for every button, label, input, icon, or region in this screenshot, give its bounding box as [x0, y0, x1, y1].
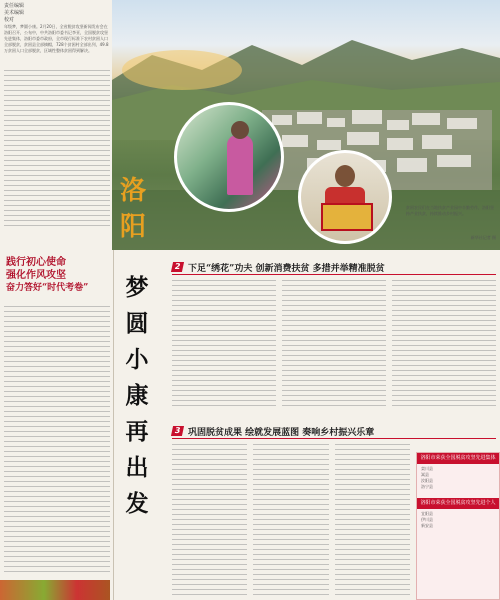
section-3-col-1: [172, 444, 247, 596]
award-certificate: [321, 203, 373, 231]
sidebar-item: 新安县: [421, 523, 433, 528]
sidebar-list-1: [417, 464, 499, 492]
sidebar-item: 洛宁县: [421, 484, 433, 489]
subheadline-3: 奋力答好“时代考卷”: [6, 283, 89, 293]
masthead-line-1: 责任编辑: [4, 3, 25, 9]
section-3-number: 3: [171, 426, 184, 436]
photo-caption: [406, 205, 496, 241]
sidebar-box-2: 洛阳市荣获全国脱贫攻坚先进个人: [417, 498, 499, 509]
headline-char-6: 出: [125, 454, 149, 481]
headline-char-5: 再: [125, 418, 149, 445]
sidebar-box-1: 洛阳市荣获全国脱贫攻坚先进集体: [417, 453, 499, 464]
inset-photo-certificate: [298, 150, 392, 244]
worker-head: [231, 121, 249, 139]
person-head: [335, 165, 355, 187]
masthead-line-3: 校对: [4, 17, 15, 23]
inset-photo-workshop: [174, 102, 284, 212]
vertical-headline: [120, 270, 154, 522]
section-3-header: [172, 424, 496, 439]
section-2-title: 下足“绣花”功夫 创新消费扶贫 多措并举精准脱贫: [188, 263, 385, 274]
section-2-col-1: [172, 280, 276, 410]
section-3-body: [172, 444, 410, 596]
headline-char-7: 发: [125, 490, 149, 517]
sidebar-item: 伊川县: [421, 517, 433, 522]
section-2-col-2: [282, 280, 386, 410]
headline-char-1: 梦: [125, 274, 149, 301]
left-article-text: 年级梦，梦圆小康。2月20日，全省脱贫攻坚新闻发布会在洛阳召开，公布中，中共洛阳市委书记李亚，全国脱贫攻坚先进集体，洛阳市委市政府，全市现行标准下农村贫困人口全部脱贫，贫困县全部摘帽，728个贫困村全部出列，49.8万贫困人口全部脱贫，区域性整体贫困得到解决。: [4, 24, 109, 53]
worker-figure: [227, 135, 253, 195]
headline-char-2: 圆: [125, 310, 149, 337]
sidebar-list-2: [417, 509, 499, 531]
section-2-header: [172, 260, 496, 275]
masthead-line-2: 美术编辑: [4, 10, 25, 16]
photo-caption-text: 贫困农民们在当地扶贫产业园中辛勤劳作，洛阳坚持产业扶贫，持续推动乡村振兴。: [406, 205, 494, 216]
left-article-bottom-lines: [4, 306, 110, 576]
section-2-number: 2: [171, 262, 184, 272]
subheadline-1: 践行初心使命: [6, 257, 66, 268]
section-3-col-2: [253, 444, 328, 596]
subheadline-2: 强化作风攻坚: [6, 270, 66, 281]
city-name-char-2: 阳: [120, 212, 147, 242]
sidebar-item: 嵩县: [421, 472, 429, 477]
left-subheadline: [6, 256, 110, 295]
masthead: [4, 2, 114, 22]
section-2-col-3: [392, 280, 496, 410]
left-article-top: [4, 24, 110, 234]
headline-char-4: 康: [125, 382, 149, 409]
section-3-title: 巩固脱贫成果 绘就发展蓝图 奏响乡村振兴乐章: [188, 427, 375, 438]
section-3-col-3: [335, 444, 410, 596]
headline-char-3: 小: [125, 346, 149, 373]
photo-credit: 新华社记者 摄: [470, 235, 496, 240]
sidebar-item: 宜阳县: [421, 511, 433, 516]
sidebar-honors: [416, 452, 500, 600]
city-name-char-1: 洛: [120, 176, 147, 206]
left-article-body-lines: [4, 70, 110, 230]
column-divider: [113, 250, 114, 600]
bottom-left-photo: [0, 580, 110, 600]
sidebar-item: 汝阳县: [421, 478, 433, 483]
section-2-body: [172, 280, 496, 410]
city-name: [120, 175, 160, 243]
sidebar-item: 栾川县: [421, 466, 433, 471]
